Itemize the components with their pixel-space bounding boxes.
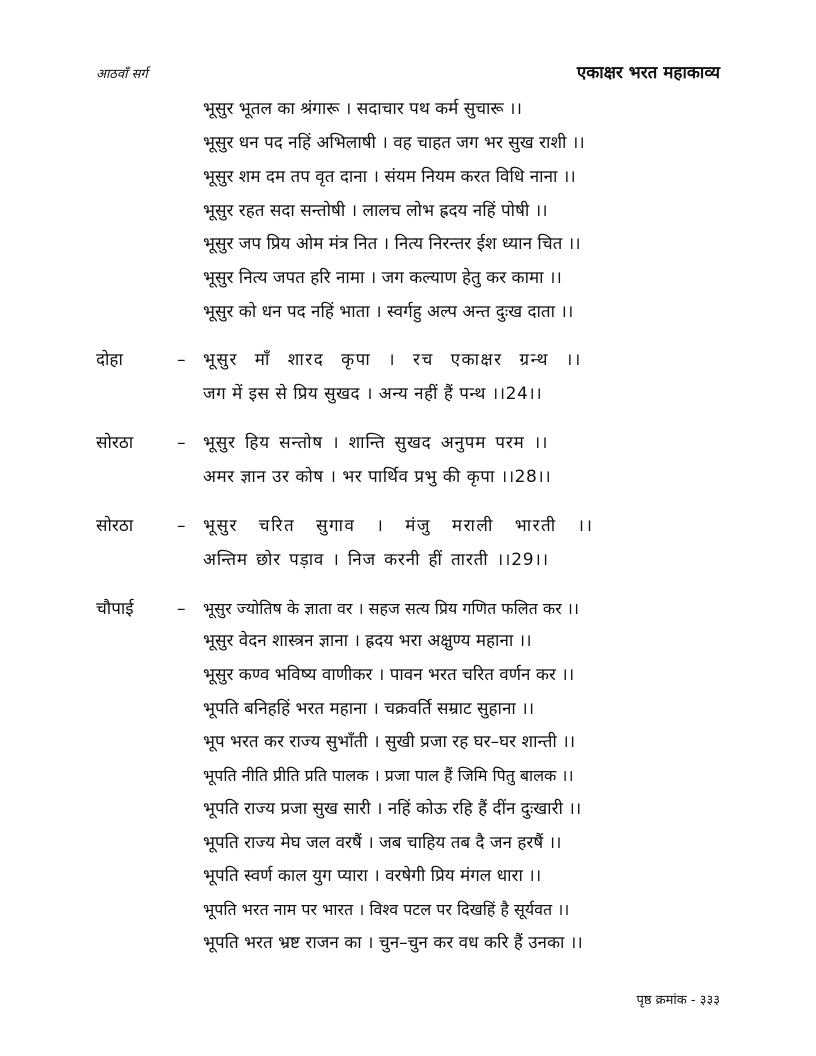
section-label: चौपाई — [96, 599, 134, 619]
verse-line: भूसुर शम दम तप वृत दाना । संयम नियम करत विधि नाना ।। — [203, 167, 576, 187]
section-label: सोरठा — [96, 516, 134, 536]
verse-line: भूपति राज्य मेघ जल वरषैं । जब चाहिय तब दै जन हरषैं ।। — [203, 833, 562, 853]
verse-line: भूपति भरत नाम पर भारत । विश्व पटल पर दिखहिं है सूर्यवत ।। — [203, 900, 570, 919]
verse-line: भूप भरत कर राज्य सुभाँती । सुखी प्रजा रह घर–घर शान्ती ।। — [203, 732, 576, 752]
verse-line: भूसुर धन पद नहिं अभिलाषी । वह चाहत जग भर सुख राशी ।। — [203, 133, 585, 153]
section-dash: – — [177, 350, 186, 370]
verse-line: भूसुर रहत सदा सन्तोषी । लालच लोभ ह्रदय नहिं पोषी ।। — [203, 201, 548, 221]
verse-line: अमर ज्ञान उर कोष । भर पार्थिव प्रभु की कृपा ।।28।। — [203, 467, 552, 487]
page-number: पृष्ठ क्रमांक - ३३३ — [636, 993, 720, 1008]
verse-line: भूसुर नित्य जपत हरि नामा । जग कल्याण हेतु कर कामा ।। — [203, 268, 562, 288]
verse-line: भूपति राज्य प्रजा सुख सारी । नहिं कोऊ रहि हैं दींन दुःखारी ।। — [203, 799, 582, 819]
section-dash: – — [177, 433, 186, 453]
verse-line: भूपति बनिहहिं भरत महाना । चक्रवर्ति सम्राट सुहाना ।। — [203, 699, 535, 719]
verse-line: भूसुर को धन पद नहिं भाता । स्वर्गहु अल्प अन्त दुःख दाता ।। — [203, 302, 574, 322]
verse-line: जग में इस से प्रिय सुखद । अन्य नहीं हैं पन्थ ।।24।। — [203, 384, 543, 404]
verse-line: भूसुर चरित सुगाव । मंजु मराली भारती ।। — [203, 516, 594, 536]
verse-line: भूसुर वेदन शास्त्रन ज्ञाना । ह्रदय भरा अक्षुण्य महाना ।। — [203, 631, 532, 651]
verse-line: भूसुर हिय सन्तोष । शान्ति सुखद अनुपम परम ।। — [203, 433, 549, 453]
chapter-title: आठवाँ सर्ग — [96, 67, 148, 82]
verse-line: भूपति स्वर्ण काल युग प्यारा । वरषेगी प्रिय मंगल धारा ।। — [203, 866, 542, 886]
verse-line: अन्तिम छोर पड़ाव । निज करनी हीं तारती ।।29।। — [203, 550, 549, 570]
verse-line: भूपति भरत भ्रष्ट राजन का । चुन–चुन कर वध करि हैं उनका ।। — [203, 933, 583, 953]
section-dash: – — [177, 599, 186, 619]
book-title: एकाक्षर भरत महाकाव्य — [576, 63, 720, 83]
section-dash: – — [177, 516, 186, 536]
verse-line: भूपति नीति प्रीति प्रति पालक । प्रजा पाल हैं जिमि पितु बालक ।। — [203, 766, 574, 785]
section-label: दोहा — [96, 350, 123, 370]
verse-line: भूसुर जप प्रिय ओम मंत्र नित । नित्य निरन्तर ईश ध्यान चित ।। — [203, 234, 581, 254]
verse-line: भूसुर ज्योतिष के ज्ञाता वर । सहज सत्य प्रिय गणित फलित कर ।। — [203, 599, 579, 618]
verse-line: भूसुर कण्व भविष्य वाणीकर । पावन भरत चरित वर्णन कर ।। — [203, 665, 575, 685]
section-label: सोरठा — [96, 433, 134, 453]
verse-line: भूसुर भूतल का श्रंगारू । सदाचार पथ कर्म सुचारू ।। — [203, 99, 522, 119]
verse-line: भूसुर माँ शारद कृपा । रच एकाक्षर ग्रन्थ ।। — [203, 350, 582, 370]
